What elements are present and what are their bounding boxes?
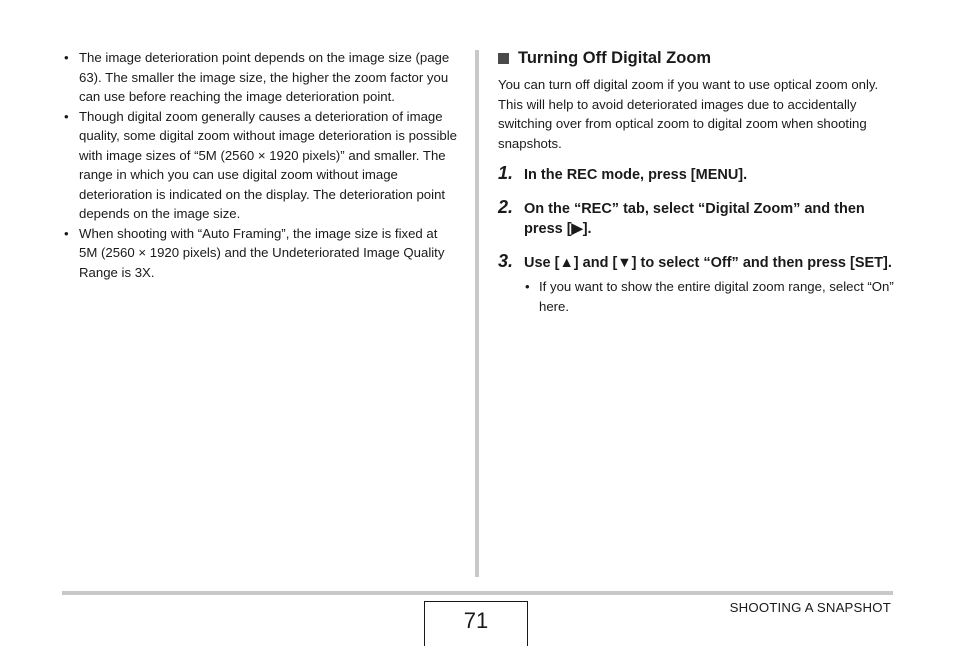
bullet-text: When shooting with “Auto Framing”, the image size is fixed at 5M (2560 × 1920 pixels) and the Undeteriorated Image Quality Range is 3X.: [79, 225, 445, 280]
step-list: [498, 165, 894, 316]
page-number-box: [424, 601, 528, 646]
step-note-item: [524, 277, 894, 316]
square-bullet-icon: [498, 53, 509, 64]
right-column: [498, 47, 894, 329]
footer-rule: [62, 591, 893, 595]
section-footer-label: SHOOTING A SNAPSHOT: [729, 600, 891, 615]
section-heading: [498, 47, 894, 69]
bullet-dot-icon: •: [64, 225, 69, 241]
bullet-item: [62, 224, 458, 283]
step-item: [498, 196, 894, 240]
bullet-dot-icon: •: [525, 279, 530, 294]
step-number: 3.: [498, 250, 514, 271]
bullet-item: [62, 48, 458, 107]
bullet-text: The image deterioration point depends on the image size (page 63). The smaller the image size, the higher the zoom factor you can use before reaching the image deterioration point.: [79, 50, 450, 104]
step-item: [498, 250, 894, 317]
page-number: 71: [463, 608, 489, 633]
bullet-text: Though digital zoom generally causes a deterioration of image quality, some digital zoom without image deterioration is possible with image sizes of “5M (2560 × 1920 pixels)” and smaller. The range in which you can use digital zoom without image deterioration is indicated on the display. The deterioration point depends on the image size.: [79, 108, 457, 221]
step-item: [498, 165, 894, 186]
step-note-text: If you want to show the entire digital zoom range, select “On” here.: [539, 279, 894, 314]
left-column: [62, 48, 458, 282]
section-heading-text: Turning Off Digital Zoom: [518, 49, 712, 67]
bullet-dot-icon: •: [64, 108, 69, 124]
step-text: In the REC mode, press [MENU].: [524, 167, 748, 183]
step-text: Use [▲] and [▼] to select “Off” and then press [SET].: [524, 254, 892, 271]
step-note-list: [524, 277, 894, 316]
bullet-item: [62, 107, 458, 224]
left-bullet-list: [62, 48, 458, 282]
step-text: On the “REC” tab, select “Digital Zoom” and then press [▶].: [524, 200, 865, 237]
intro-paragraph: You can turn off digital zoom if you want to use optical zoom only. This will help to avoid deteriorated images due to accidentally switching over from optical zoom to digital zoom when shooting snapshots.: [498, 77, 879, 151]
bullet-dot-icon: •: [64, 50, 69, 65]
step-number: 2.: [498, 196, 514, 217]
column-divider: [475, 50, 479, 577]
step-number: 1.: [498, 163, 514, 183]
